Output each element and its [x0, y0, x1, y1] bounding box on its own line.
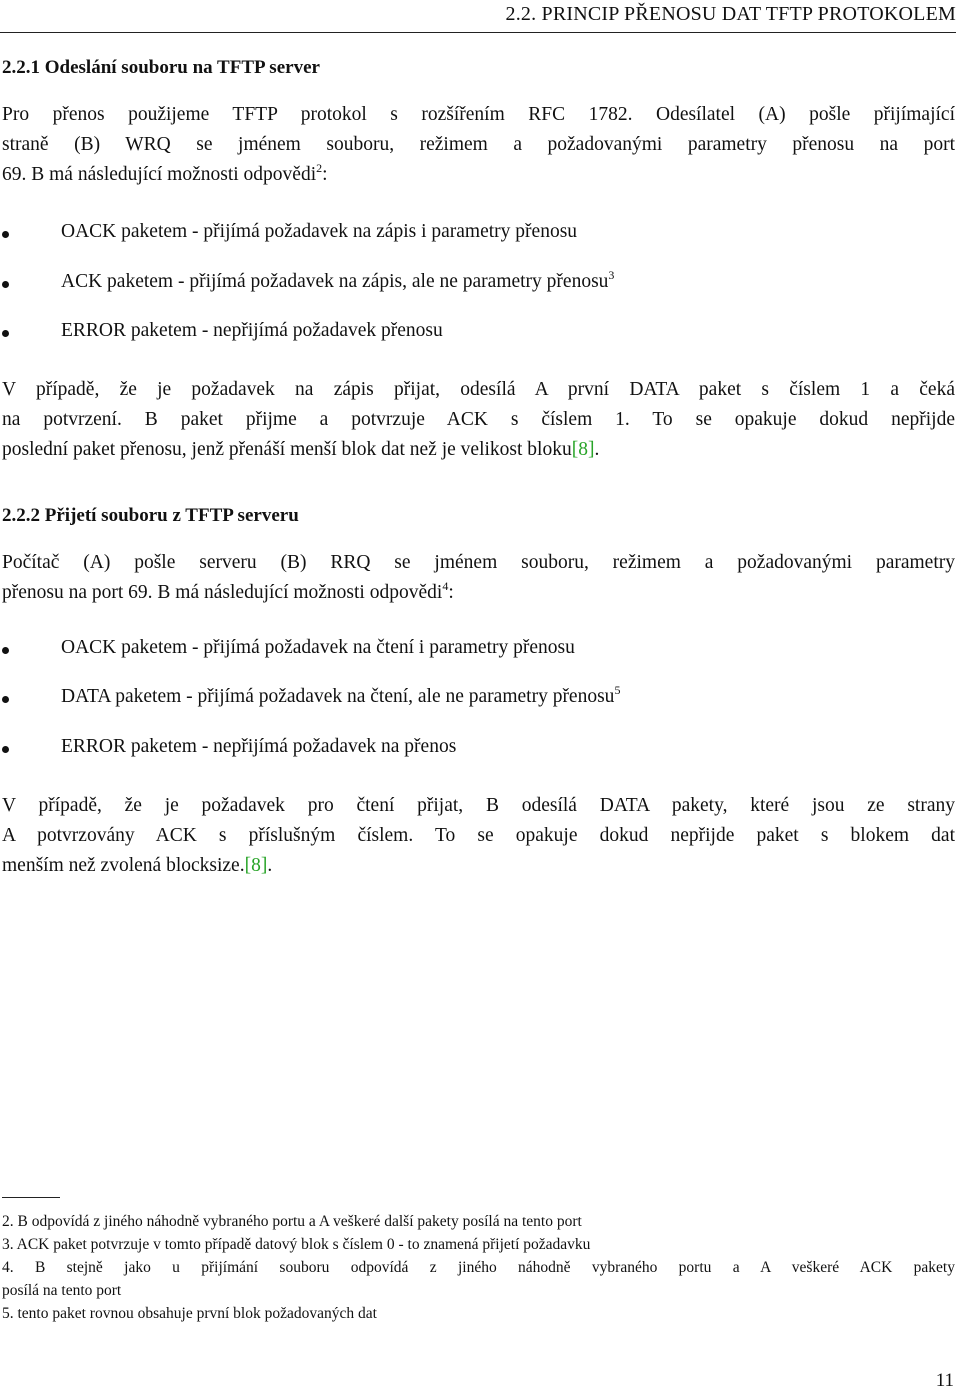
footnote-ref[interactable]: 4 [442, 579, 449, 593]
footnotes [2, 1210, 955, 1325]
paragraph-line [2, 578, 955, 608]
paragraph-text: menším než zvolená blocksize. [2, 855, 245, 876]
footnote-line: posílá na tento port [2, 1282, 122, 1299]
paragraph-text: . [594, 439, 600, 460]
bullet-icon [2, 746, 9, 753]
bullet-text [61, 320, 443, 342]
bullet-icon [2, 281, 9, 288]
bullet-label: DATA paketem - přijímá požadavek na čtení, ale ne parametry přenosu [61, 686, 615, 707]
footnote-line: 4. B stejně jako u přijímání souboru odpovídá z jiného náhodně vybraného portu a A veškeré ACK pakety [2, 1259, 955, 1276]
paragraph-text: přenosu na port 69. B má následující možnosti odpovědi [2, 582, 443, 603]
bullet-text [61, 221, 577, 243]
header-rule [0, 32, 956, 33]
paragraph-line: A potvrzovány ACK s příslušným číslem. To se opakuje dokud nepřijde paket s blokem dat [2, 825, 955, 846]
section2-intro-paragraph [2, 548, 955, 608]
footnote-item [2, 1256, 955, 1302]
footnote-item [2, 1302, 955, 1325]
paragraph-line: Počítač (A) pošle serveru (B) RRQ se jménem souboru, režimem a požadovanými parametry [2, 552, 955, 573]
footnote-item [2, 1210, 955, 1233]
footnote-ref[interactable]: 3 [608, 268, 615, 282]
paragraph-text: : [322, 164, 328, 185]
bullet-label: OACK paketem - přijímá požadavek na čtení i parametry přenosu [61, 637, 575, 658]
bullet-icon [2, 647, 9, 654]
page-number: 11 [935, 1370, 954, 1391]
paragraph-line: na potvrzení. B paket přijme a potvrzuje ACK s číslem 1. To se opakuje dokud nepřijde [2, 409, 955, 430]
bullet-label: ERROR paketem - nepřijímá požadavek na přenos [61, 736, 457, 757]
section2-outro-paragraph [2, 791, 955, 881]
running-head: 2.2. PRINCIP PŘENOSU DAT TFTP PROTOKOLEM [505, 3, 956, 25]
citation-link[interactable]: [8] [244, 855, 268, 876]
bullet-icon [2, 696, 9, 703]
section-heading-2-2-1: 2.2.1 Odeslání souboru na TFTP server [2, 57, 320, 78]
bullet-label: ERROR paketem - nepřijímá požadavek přenosu [61, 320, 443, 341]
paragraph-text: 69. B má následující možnosti odpovědi [2, 164, 317, 185]
paragraph-text: poslední paket přenosu, jenž přenáší menší blok dat než je velikost bloku [2, 439, 572, 460]
paragraph-line: V případě, že je požadavek pro čtení přijat, B odesílá DATA pakety, které jsou ze strany [2, 795, 955, 816]
paragraph-line [2, 160, 955, 190]
bullet-icon [2, 231, 9, 238]
paragraph-text: : [448, 582, 454, 603]
footnote-rule [2, 1197, 60, 1198]
bullet-label: OACK paketem - přijímá požadavek na zápis i parametry přenosu [61, 221, 578, 242]
footnote-item [2, 1233, 955, 1256]
footnote-line: 2. B odpovídá z jiného náhodně vybraného portu a A veškeré další pakety posílá na tento port [2, 1213, 582, 1230]
paragraph-text: . [267, 855, 273, 876]
citation-link[interactable]: [8] [571, 439, 595, 460]
footnote-ref[interactable]: 2 [316, 161, 323, 175]
bullet-text [61, 637, 575, 659]
footnote-line: 3. ACK paket potvrzuje v tomto případě datový blok s číslem 0 - to znamená přijetí požadavku [2, 1236, 591, 1253]
footnote-line: 5. tento paket rovnou obsahuje první blok požadovaných dat [2, 1305, 377, 1322]
bullet-text [61, 683, 621, 708]
paragraph-line: Pro přenos použijeme TFTP protokol s rozšířením RFC 1782. Odesílatel (A) pošle přijímající [2, 104, 955, 125]
section1-intro-paragraph [2, 100, 955, 190]
bullet-text [61, 268, 615, 293]
paragraph-line [2, 435, 955, 465]
paragraph-line [2, 851, 955, 881]
section1-outro-paragraph [2, 375, 955, 465]
section-heading-2-2-2: 2.2.2 Přijetí souboru z TFTP serveru [2, 505, 299, 526]
paragraph-line: V případě, že je požadavek na zápis přijat, odesílá A první DATA paket s číslem 1 a čeká [2, 379, 955, 400]
bullet-text [61, 736, 456, 758]
bullet-icon [2, 330, 9, 337]
paragraph-line: straně (B) WRQ se jménem souboru, režimem a požadovanými parametry přenosu na port [2, 134, 955, 155]
bullet-label: ACK paketem - přijímá požadavek na zápis, ale ne parametry přenosu [61, 271, 609, 292]
footnote-ref[interactable]: 5 [614, 683, 621, 697]
